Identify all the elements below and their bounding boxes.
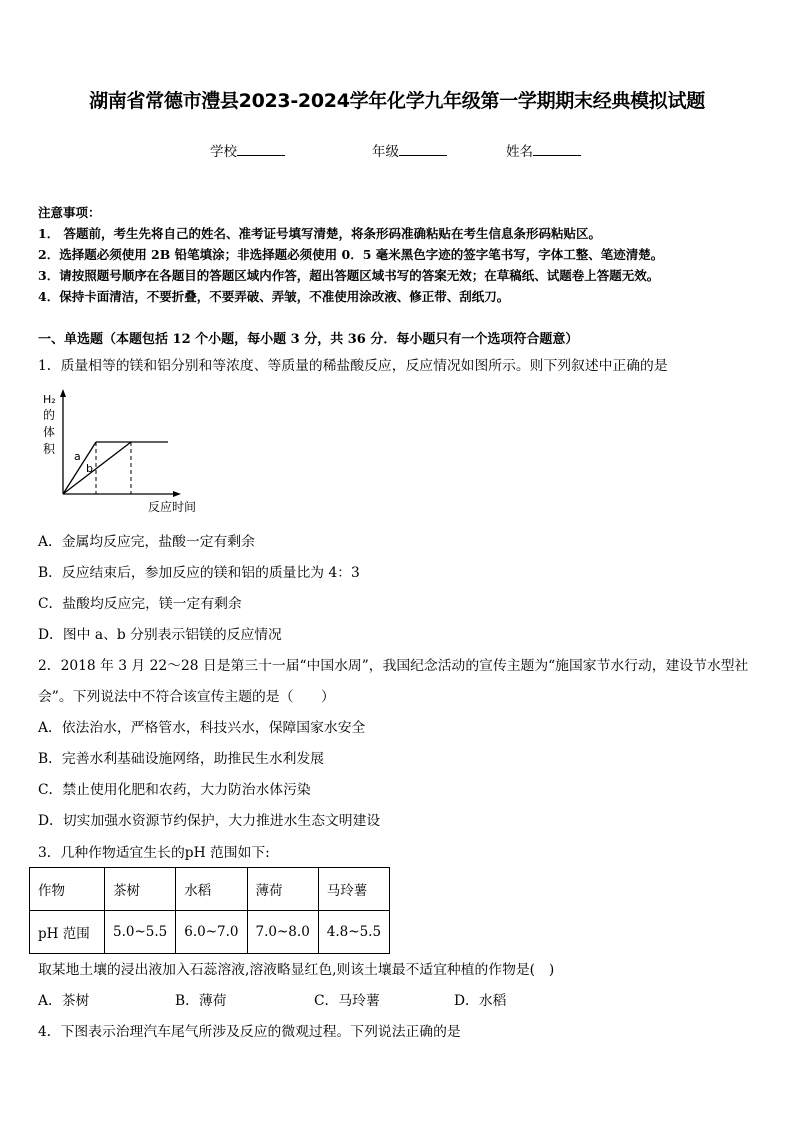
q2-option-d: D．切实加强水资源节约保护，大力推进水生态文明建设 xyxy=(38,813,381,829)
q1-option-d: D．图中 a、b 分别表示铝镁的反应情况 xyxy=(38,627,282,643)
line-a-label: a xyxy=(74,450,81,463)
note-item: 2．选择题必须使用 2B 铅笔填涂；非选择题必须使用 0．5 毫米黑色字迹的签字笔书写，字体工整、笔迹清楚。 xyxy=(38,247,664,262)
question-2-stem-cont: 会”。下列说法中不符合该宣传主题的是（ ） xyxy=(38,689,335,705)
x-label: 反应时间 xyxy=(148,500,197,514)
notes-heading: 注意事项： xyxy=(38,205,101,220)
y-label: 的 xyxy=(43,408,56,422)
y-label: 积 xyxy=(43,442,56,456)
section-heading: 一、单选题（本题包括 12 个小题，每小题 3 分，共 36 分．每小题只有一个选项符合题意） xyxy=(38,332,579,347)
q1-option-a: A．金属均反应完，盐酸一定有剩余 xyxy=(38,534,255,550)
table-cell: 薄荷 xyxy=(247,868,318,911)
y-label: H₂ xyxy=(43,393,56,406)
q2-option-b: B．完善水利基础设施网络，助推民生水利发展 xyxy=(38,751,325,767)
page-title: 湖南省常德市澧县2023-2024学年化学九年级第一学期期末经典模拟试题 xyxy=(89,90,705,112)
q1-option-c: C．盐酸均反应完，镁一定有剩余 xyxy=(38,596,242,612)
q2-option-c: C．禁止使用化肥和农药，大力防治水体污染 xyxy=(38,782,311,798)
table-cell: 4.8~5.5 xyxy=(318,911,389,954)
note-item: 1． 答题前，考生先将自己的姓名、准考证号填写清楚，将条形码准确粘贴在考生信息条形码粘贴区。 xyxy=(38,226,602,241)
table-cell: 5.0~5.5 xyxy=(105,911,176,954)
question-2-stem: 2．2018 年 3 月 22～28 日是第三十一届“中国水周”，我国纪念活动的宣传主题为“施国家节水行动，建设节水型社 xyxy=(38,658,749,674)
line-b-label: b xyxy=(86,462,93,475)
q3-option-b: B．薄荷 xyxy=(175,993,227,1009)
q3-option-a: A．茶树 xyxy=(38,993,90,1009)
hydrogen-volume-graph xyxy=(38,388,218,518)
q1-option-b: B．反应结束后，参加反应的镁和铝的质量比为 4：3 xyxy=(38,565,360,581)
note-item: 4．保持卡面清洁，不要折叠，不要弄破、弄皱，不准使用涂改液、修正带、刮纸刀。 xyxy=(38,289,510,304)
table-cell: 水稻 xyxy=(176,868,247,911)
table-cell: 马玲薯 xyxy=(318,868,389,911)
y-label: 体 xyxy=(43,425,56,439)
q2-option-a: A．依法治水，严格管水，科技兴水，保障国家水安全 xyxy=(38,720,366,736)
table-row xyxy=(30,911,390,954)
table-cell: 7.0~8.0 xyxy=(247,911,318,954)
question-3-stem: 3．几种作物适宜生长的pH 范围如下: xyxy=(38,845,270,861)
question-4-stem: 4．下图表示治理汽车尾气所涉及反应的微观过程。下列说法正确的是 xyxy=(38,1024,461,1040)
y-axis-arrow xyxy=(60,389,66,397)
note-item: 3．请按照题号顺序在各题目的答题区域内作答，超出答题区域书写的答案无效；在草稿纸、试题卷上答题无效。 xyxy=(38,268,660,283)
table-cell: pH 范围 xyxy=(30,911,105,954)
table-row xyxy=(30,868,390,911)
table-cell: 6.0~7.0 xyxy=(176,911,247,954)
q3-option-c: C．马玲薯 xyxy=(314,993,380,1009)
x-axis-arrow xyxy=(173,491,181,497)
ph-table xyxy=(29,867,390,954)
name-field: 姓名 xyxy=(506,140,581,160)
question-3-followup: 取某地土壤的浸出液加入石蕊溶液,溶液略显红色,则该土壤最不适宜种植的作物是( ) xyxy=(38,962,555,978)
grade-field: 年级 xyxy=(372,140,447,160)
question-1-stem: 1．质量相等的镁和铝分别和等浓度、等质量的稀盐酸反应，反应情况如图所示。则下列叙述中正确的是 xyxy=(38,358,668,374)
table-cell: 茶树 xyxy=(105,868,176,911)
school-field: 学校 xyxy=(210,140,285,160)
q3-option-d: D．水稻 xyxy=(454,993,507,1009)
table-cell: 作物 xyxy=(30,868,105,911)
